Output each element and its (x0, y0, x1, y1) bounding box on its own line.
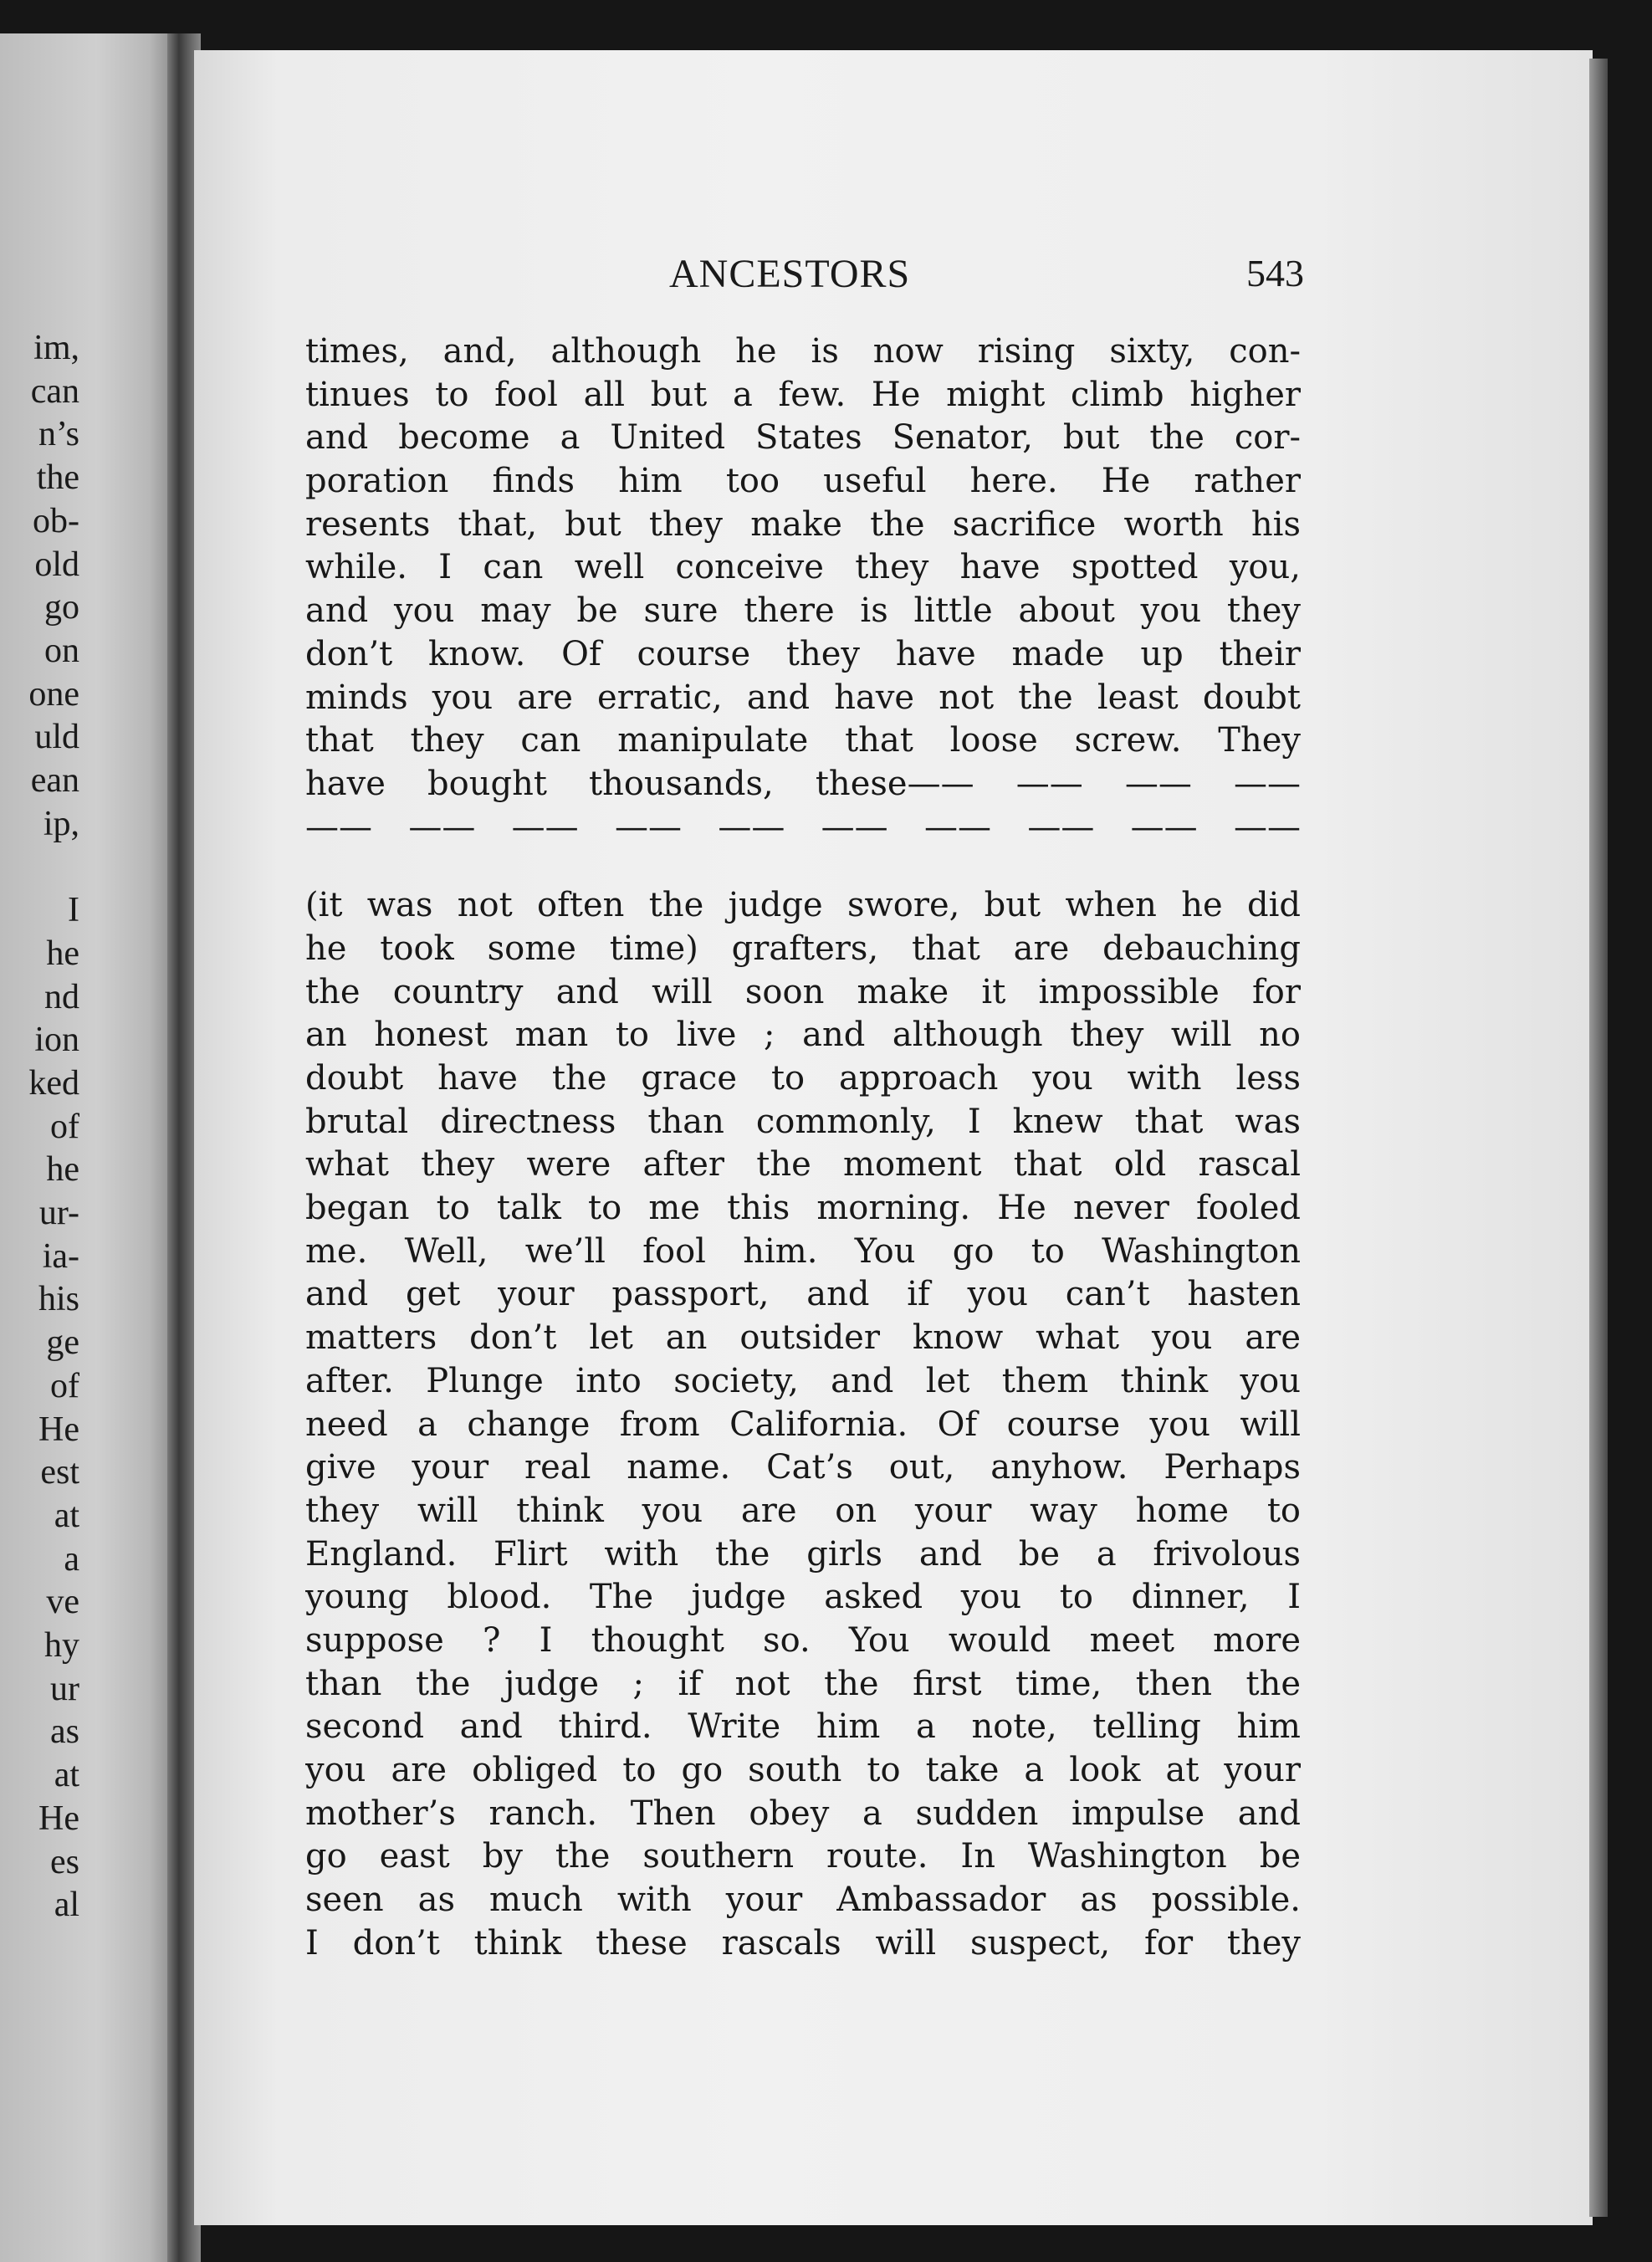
text-line: matters don’t let an outsider know what you are (305, 1318, 1301, 1358)
text-line: that they can manipulate that loose screw. They (305, 721, 1301, 760)
facing-page-fragment: hy (44, 1626, 79, 1665)
text-line: an honest man to live ; and although they will no (305, 1016, 1301, 1055)
facing-page-fragment: ion (34, 1021, 79, 1060)
text-line: after. Plunge into society, and let them think you (305, 1361, 1301, 1400)
facing-page (0, 33, 176, 2262)
facing-page-fragment: at (54, 1756, 79, 1795)
section-gap (305, 849, 1301, 884)
text-line: mother’s ranch. Then obey a sudden impulse and (305, 1794, 1301, 1833)
facing-page-fragment: es (50, 1842, 79, 1881)
facing-page-fragment: as (50, 1712, 79, 1752)
text-line: minds you are erratic, and have not the least doubt (305, 678, 1301, 717)
facing-page-fragment: ge (46, 1323, 79, 1363)
facing-page-fragment: I (68, 891, 79, 930)
text-line: they will think you are on your way home to (305, 1491, 1301, 1530)
paragraph-bottom (305, 884, 1301, 1965)
paragraph-top (305, 330, 1301, 849)
text-line: and become a United States Senator, but the cor- (305, 418, 1301, 458)
text-line: and get your passport, and if you can’t hasten (305, 1275, 1301, 1314)
facing-page-fragment: ia- (42, 1236, 79, 1276)
text-line: —— —— —— —— —— —— —— —— —— —— (305, 807, 1301, 847)
text-line: suppose ? I thought so. You would meet more (305, 1620, 1301, 1660)
text-line: he took some time) grafters, that are debauching (305, 929, 1301, 968)
facing-page-fragment: ip, (43, 804, 79, 843)
text-line: times, and, although he is now rising sixty, con- (305, 332, 1301, 371)
facing-page-fragment: of (50, 1107, 79, 1146)
text-line: what they were after the moment that old rascal (305, 1145, 1301, 1185)
text-line: me. Well, we’ll fool him. You go to Washington (305, 1231, 1301, 1271)
facing-page-fragment: ur (50, 1669, 79, 1708)
facing-page-fragment: est (40, 1453, 79, 1492)
text-line: doubt have the grace to approach you with less (305, 1059, 1301, 1098)
facing-page-fragment: He (38, 1410, 79, 1449)
text-line: go east by the southern route. In Washington be (305, 1837, 1301, 1876)
facing-page-fragment: at (54, 1496, 79, 1535)
facing-page-fragment: ur- (38, 1194, 79, 1232)
text-line: young blood. The judge asked you to dinner, I (305, 1578, 1301, 1617)
facing-page-fragment: he (46, 934, 79, 973)
facing-page-fragment: ean (30, 761, 79, 800)
facing-page-fragment: go (44, 588, 79, 627)
facing-page-fragment: of (50, 1366, 79, 1405)
facing-page-fragment: a (64, 1539, 79, 1579)
page-edge (1589, 59, 1608, 2217)
text-line: second and third. Write him a note, telling him (305, 1707, 1301, 1747)
facing-page-fragment: old (34, 545, 79, 584)
text-line: and you may be sure there is little about you they (305, 591, 1301, 631)
facing-page-fragment: his (38, 1280, 79, 1319)
facing-page-fragment: al (54, 1886, 79, 1925)
text-line: don’t know. Of course they have made up their (305, 634, 1301, 673)
text-line: the country and will soon make it impossible for (305, 972, 1301, 1011)
text-line: give your real name. Cat’s out, anyhow. Perhaps (305, 1448, 1301, 1487)
page-number: 543 (1246, 252, 1304, 294)
text-line: tinues to fool all but a few. He might climb higher (305, 375, 1301, 414)
facing-page-fragment: nd (44, 977, 79, 1016)
text-line: began to talk to me this morning. He never fooled (305, 1189, 1301, 1228)
text-line: brutal directness than commonly, I knew that was (305, 1102, 1301, 1141)
text-line: while. I can well conceive they have spotted you, (305, 548, 1301, 587)
facing-page-fragment: n’s (38, 415, 79, 454)
text-line: seen as much with your Ambassador as possible. (305, 1881, 1301, 1920)
text-line: poration finds him too useful here. He rather (305, 462, 1301, 501)
text-line: you are obliged to go south to take a look at your (305, 1751, 1301, 1789)
facing-page-fragment: can (30, 371, 79, 411)
facing-page-fragment: uld (34, 718, 79, 757)
facing-page-fragment: ob- (33, 501, 79, 540)
text-line: than the judge ; if not the first time, then the (305, 1664, 1301, 1703)
text-line: have bought thousands, these—— —— —— —— (305, 764, 1301, 803)
facing-page-fragment: on (44, 631, 79, 670)
page-body-text (305, 330, 1301, 1965)
facing-page-fragment: the (36, 458, 79, 498)
facing-page-fragment: he (46, 1150, 79, 1190)
facing-page-fragment: one (28, 674, 79, 714)
text-line: I don’t think these rascals will suspect, for they (305, 1923, 1301, 1963)
running-head: ANCESTORS (669, 252, 911, 296)
text-line: (it was not often the judge swore, but when he did (305, 886, 1301, 925)
facing-page-fragment: He (38, 1799, 79, 1838)
text-line: England. Flirt with the girls and be a frivolous (305, 1534, 1301, 1574)
facing-page-fragment: ve (46, 1583, 79, 1622)
text-line: need a change from California. Of course you will (305, 1405, 1301, 1444)
facing-page-fragment: ked (28, 1063, 79, 1103)
facing-page-fragment: im, (33, 329, 79, 367)
text-line: resents that, but they make the sacrifice worth his (305, 504, 1301, 544)
